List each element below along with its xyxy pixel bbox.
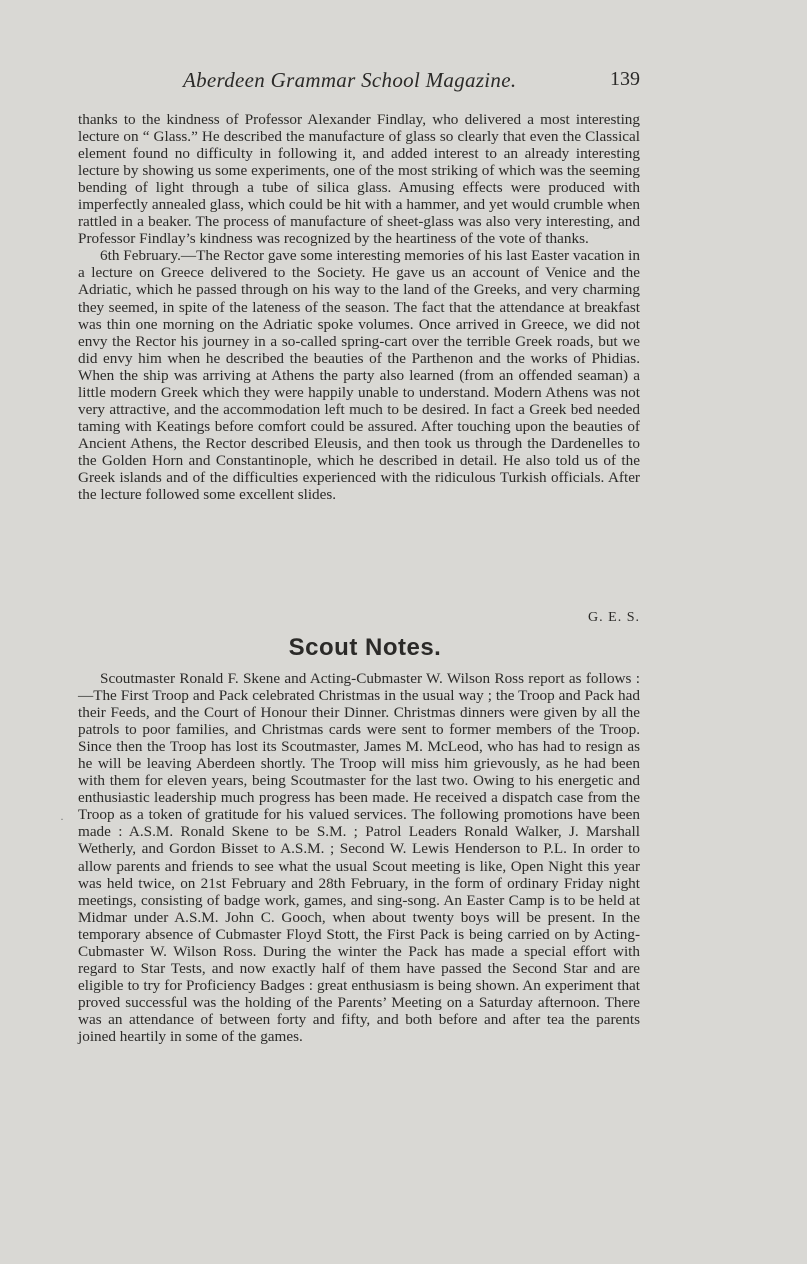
paragraph-scout-notes: Scoutmaster Ronald F. Skene and Acting-Cubmaster W. Wilson Ross report as follows :—The First Troop and Pack celebrated Christmas in the usual way ; the Troop and Pack had their Feeds, and the Court of Honour their Dinner. Christmas dinners were given by all the patrols to poor families, and Christmas cards were sent to former members of the Troop. Since then the Troop has lost its Scoutmaster, James M. McLeod, who has had to resign as he will be leaving Aberdeen shortly. The Troop will miss him grievously, as he had been with them for eleven years, being Scoutmaster for the last two. Owing to his energetic and enthusiastic leadership much progress has been made. He received a dispatch case from the Troop as a token of gratitude for his valued services. The following promotions have been made : A.S.M. Ronald Skene to be S.M. ; Patrol Leaders Ronald Walker, J. Marshall Wetherly, and Gordon Bisset to A.S.M. ; Second W. Lewis Henderson to P.L. In order to allow parents and friends to see what the usual Scout meeting is like, Open Night this year was held twice, on 21st February and 28th February, in the form of ordinary Friday night meetings, consisting of badge work, games, and sing-song. An Easter Camp is to be held at Midmar under A.S.M. John C. Gooch, when about twenty boys will be present. In the temporary absence of Cubmaster Floyd Stott, the First Pack is being carried on by Acting-Cubmaster W. Wilson Ross. During the winter the Pack has made a special effort with regard to Star Tests, and now exactly half of them have passed the Second Star and are eligible to try for Proficiency Badges : great enthusiasm is being shown. An experiment that proved successful was the holding of the Parents’ Meeting on a Saturday afternoon. There was an attendance of between forty and fifty, and both before and after tea the parents joined heartily in some of the games.	[78, 670, 640, 1045]
author-initials: G. E. S.	[588, 610, 640, 625]
scout-notes	[78, 670, 640, 1045]
page-header	[78, 68, 640, 98]
paragraph-greece-lecture: 6th February.—The Rector gave some interesting memories of his last Easter vacation in a lecture on Greece delivered to the Society. He gave us an account of Venice and the Adriatic, which he passed through on his way to the land of the Greeks, and very charming they seemed, in spite of the lateness of the season. The fact that the attendance at breakfast was thin one morning on the Adriatic spoke volumes. Once arrived in Greece, we did not envy the Rector his journey in a so-called spring-cart over the terrible Greek roads, but we did envy him when he described the beauties of the Parthenon and the works of Phidias. When the ship was arriving at Athens the party also learned (from an offended seaman) a little modern Greek which they were happily unable to understand. Modern Athens was not very attractive, and the accommodation left much to be desired. In fact a Greek bed needed taming with Keatings before comfort could be assured. After touching upon the beauties of Ancient Athens, the Rector described Eleusis, and then took us through the Dardenelles to the Golden Horn and Constantinople, which he described in detail. He also told us of the Greek islands and of the difficulties experienced with the ridiculous Turkish officials. After the lecture followed some excellent slides.	[78, 247, 640, 504]
margin-dot: ·	[60, 812, 64, 826]
page-number: 139	[610, 68, 640, 90]
running-title: Aberdeen Grammar School Magazine.	[183, 68, 517, 92]
section-heading: Scout Notes.	[288, 634, 442, 661]
paragraph-glass-lecture: thanks to the kindness of Professor Alexander Findlay, who delivered a most interesting lecture on “ Glass.” He described the manufacture of glass so clearly that even the Classical element found no difficulty in following it, and added interest to an already interesting lecture by showing us some experiments, one of the most striking of which was the seeming bending of light through a tube of silica glass. Amusing effects were produced with imperfectly annealed glass, which could be hit with a hammer, and yet would crumble when rattled in a beaker. The process of manufacture of sheet-glass was also very interesting, and Professor Findlay’s kindness was recognized by the heartiness of the vote of thanks.	[78, 111, 640, 248]
society-report	[78, 111, 640, 503]
